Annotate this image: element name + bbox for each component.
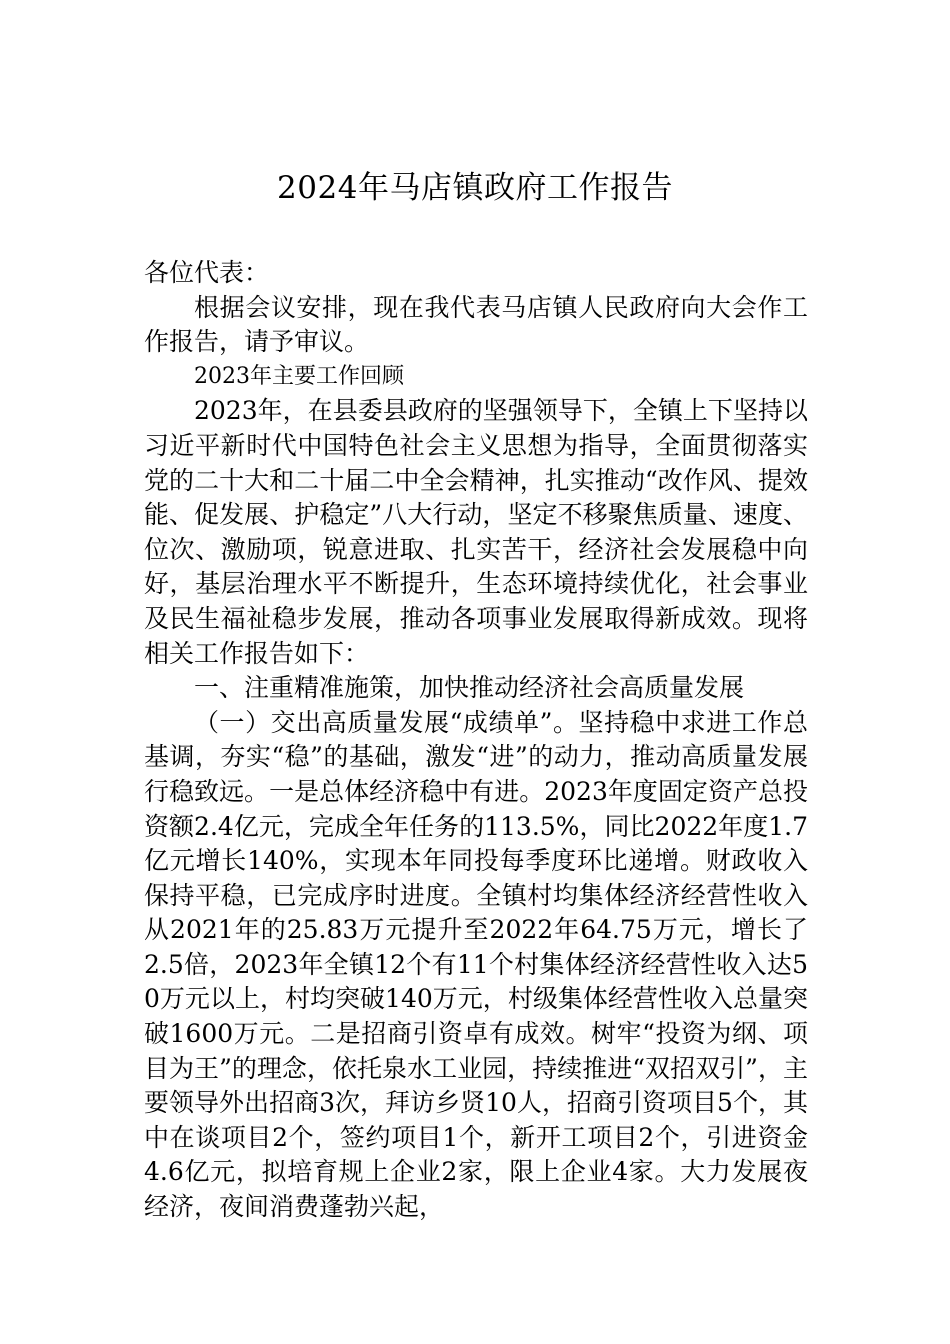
paragraph-section-one-detail: （一）交出高质量发展“成绩单”。坚持稳中求进工作总基调，夯实“稳”的基础，激发“进”的动力，推动高质量发展行稳致远。一是总体经济稳中有进。2023年度固定资产总投资额2.4亿元，完成全年任务的113.5%，同比2022年度1.7亿元增长140%，实现本年同投每季度环比递增。财政收入保持平稳，已完成序时进度。全镇村均集体经济经营性收入从2021年的25.83万元提升至2022年64.75万元，增长了2.5倍，2023年全镇12个有11个村集体经济经营性收入达50万元以上，村均突破140万元，村级集体经营性收入总量突破1600万元。二是招商引资卓有成效。树牢“投资为纲、项目为王”的理念，依托泉水工业园，持续推进“双招双引”，主要领导外出招商3次，拜访乡贤10人，招商引资项目5个，其中在谈项目2个，签约项目1个，新开工项目2个，引进资金4.6亿元，拟培育规上企业2家，限上企业4家。大力发展夜经济，夜间消费蓬勃兴起，: [144, 707, 808, 1222]
paragraph-overview: 2023年，在县委县政府的坚强领导下，全镇上下坚持以习近平新时代中国特色社会主义思想为指导，全面贯彻落实党的二十大和二十届二中全会精神，扎实推动“改作风、提效能、促发展、护稳定”八大行动，坚定不移聚焦质量、速度、位次、激励项，锐意进取、扎实苦干，经济社会发展稳中向好，基层治理水平不断提升，生态环境持续优化，社会事业及民生福祉稳步发展，推动各项事业发展取得新成效。现将相关工作报告如下：: [144, 396, 808, 668]
salutation: 各位代表：: [144, 258, 270, 287]
paragraph-intro: 根据会议安排，现在我代表马店镇人民政府向大会作工作报告，请予审议。: [144, 292, 808, 357]
document-body: [144, 256, 808, 1225]
section-heading-review: 2023年主要工作回顾: [194, 363, 404, 389]
section-heading-one: 一、注重精准施策，加快推动经济社会高质量发展: [194, 673, 745, 703]
document-title: 2024年马店镇政府工作报告: [277, 170, 673, 206]
